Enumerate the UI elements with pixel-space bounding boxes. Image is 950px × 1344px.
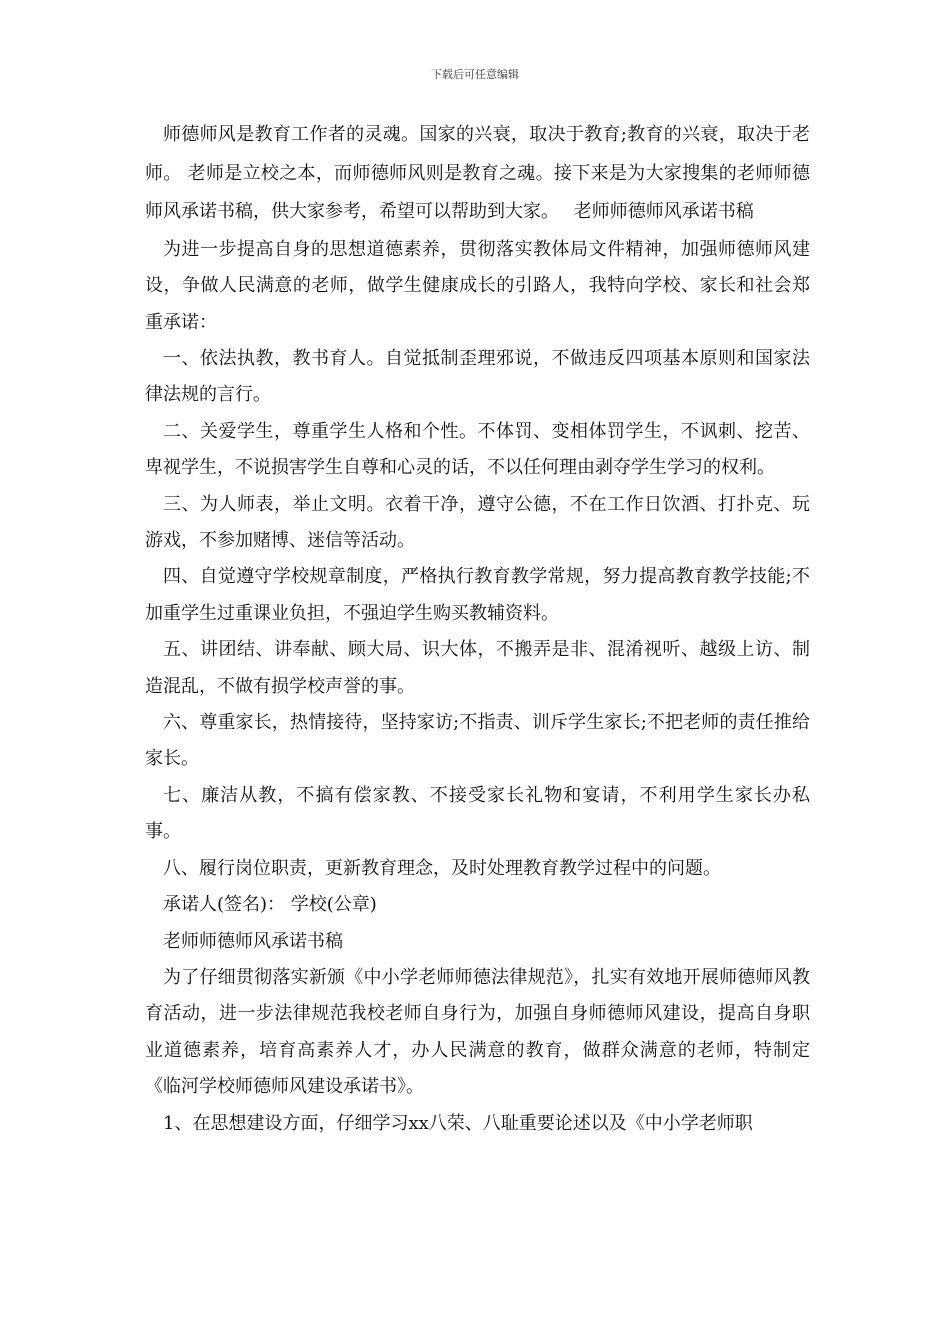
pledge-item-5: 五、讲团结、讲奉献、顾大局、识大体，不搬弄是非、混淆视听、越级上访、制造混乱，不做有损学校声誉的事。	[145, 639, 810, 697]
pledge-preamble: 为进一步提高自身的思想道德素养，贯彻落实教体局文件精神，加强师德师风建设，争做人民满意的老师，做学生健康成长的引路人，我特向学校、家长和社会郑重承诺：	[145, 238, 810, 333]
pledge-item-1: 一、依法执教，教书育人。自觉抵制歪理邪说，不做违反四项基本原则和国家法律法规的言行。	[145, 348, 810, 406]
pledge-item-3: 三、为人师表，举止文明。衣着干净，遵守公德，不在工作日饮酒、打扑克、玩游戏，不参加赌博、迷信等活动。	[145, 493, 810, 552]
signature-line: 承诺人(签名)： 学校(公章)	[163, 894, 377, 916]
pledge-item-4: 四、自觉遵守学校规章制度，严格执行教育教学常规，努力提高教育教学技能;不加重学生过重课业负担，不强迫学生购买教辅资料。	[145, 566, 810, 624]
intro-paragraph: 师德师风是教育工作者的灵魂。国家的兴衰，取决于教育;教育的兴衰，取决于老师。 老师是立校之本，而师德师风则是教育之魂。接下来是为大家搜集的老师师德师风承诺书稿，供大家参考，希望可以帮助到大家。 老师师德师风承诺书稿	[145, 124, 810, 223]
pledge-item-2: 二、关爱学生，尊重学生人格和个性。不体罚、变相体罚学生，不讽刺、挖苦、卑视学生，不说损害学生自尊和心灵的话，不以任何理由剥夺学生学习的权利。	[145, 420, 810, 479]
pledge-item-8: 八、履行岗位职责，更新教育理念，及时处理教育教学过程中的问题。	[163, 857, 721, 879]
document-body	[145, 116, 810, 1142]
second-preamble: 为了仔细贯彻落实新颁《中小学老师师德法律规范》，扎实有效地开展师德师风教育活动，进一步法律规范我校老师自身行为，加强自身师德师风建设，提高自身职业道德素养，培育高素养人才，办人民满意的教育，做群众满意的老师，特制定《临河学校师德师风建设承诺书》。	[145, 966, 810, 1098]
page-header-note: 下载后可任意编辑	[431, 68, 519, 81]
pledge-item-6: 六、尊重家长，热情接待，坚持家访;不指责、训斥学生家长;不把老师的责任推给家长。	[145, 712, 810, 770]
second-title: 老师师德师风承诺书稿	[163, 930, 343, 952]
pledge-item-7: 七、廉洁从教，不搞有偿家教、不接受家长礼物和宴请，不利用学生家长办私事。	[145, 784, 810, 843]
second-item-1: 1、在思想建设方面，仔细学习xx八荣、八耻重要论述以及《中小学老师职	[163, 1112, 753, 1134]
